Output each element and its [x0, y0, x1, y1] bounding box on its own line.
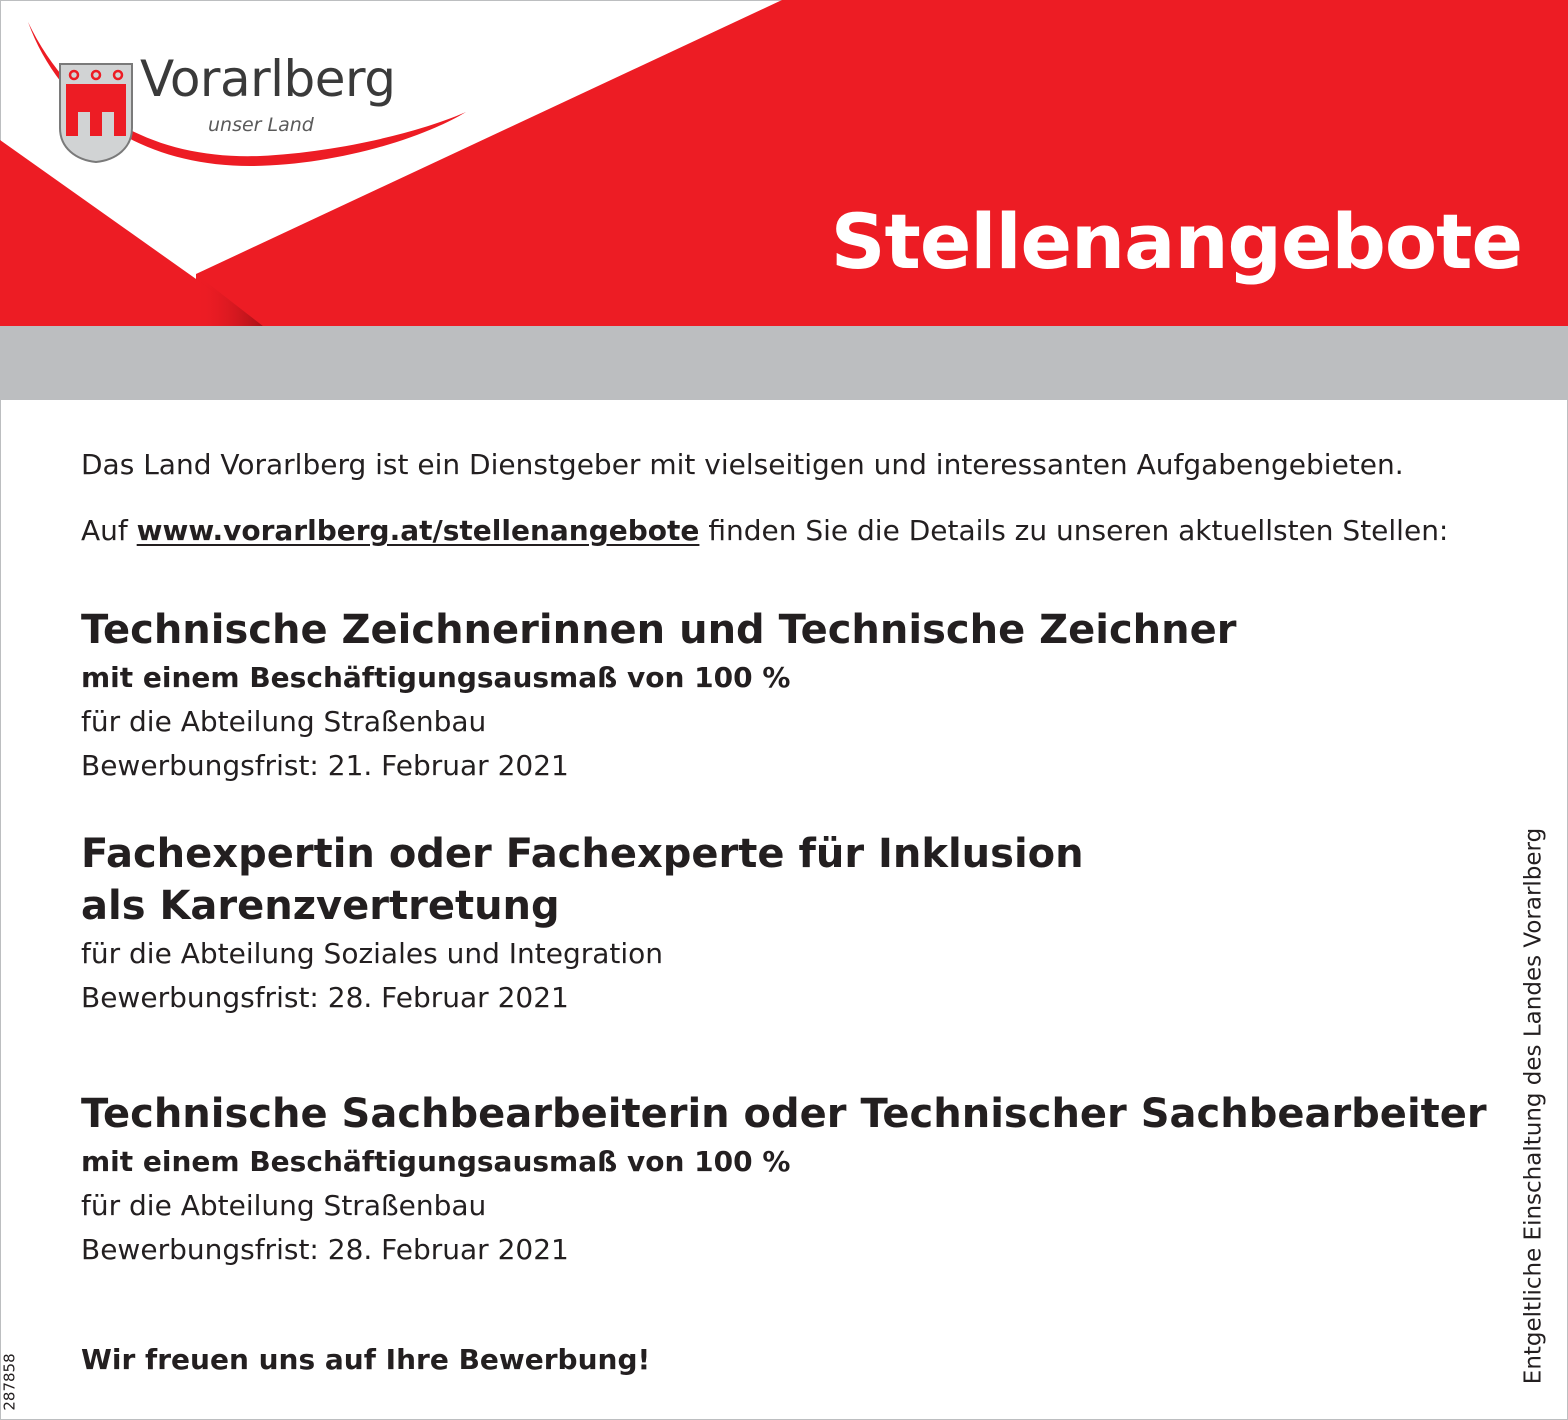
intro-link-paragraph — [81, 512, 1461, 550]
job-deadline: Bewerbungsfrist: 28. Februar 2021 — [81, 1233, 569, 1266]
job-department: für die Abteilung Straßenbau — [81, 1189, 487, 1222]
job-deadline: Bewerbungsfrist: 28. Februar 2021 — [81, 981, 569, 1014]
gray-band — [0, 326, 1568, 400]
jobs-website-link[interactable]: www.vorarlberg.at/stellenangebote — [136, 514, 700, 547]
page-title: Stellenangebote — [830, 197, 1522, 286]
brand-tagline: unser Land — [208, 114, 314, 136]
job-title: Technische Zeichnerinnen und Technische Zeichner — [81, 607, 1237, 653]
job-department: für die Abteilung Soziales und Integration — [81, 937, 664, 970]
paid-advertisement-note: Entgeltliche Einschaltung des Landes Vorarlberg — [1520, 827, 1547, 1385]
job-employment: mit einem Beschäftigungsausmaß von 100 % — [81, 1145, 791, 1178]
job-listing — [81, 1088, 1487, 1272]
job-title: Fachexpertin oder Fachexperte für Inklusion — [81, 831, 1084, 877]
intro-link-prefix: Auf — [81, 514, 137, 547]
job-employment: mit einem Beschäftigungsausmaß von 100 % — [81, 661, 791, 694]
intro-text: Das Land Vorarlberg ist ein Dienstgeber mit vielseitigen und interessanten Aufgabengebieten. — [81, 448, 1404, 481]
job-department: für die Abteilung Straßenbau — [81, 705, 487, 738]
closing-text: Wir freuen uns auf Ihre Bewerbung! — [81, 1343, 651, 1376]
ad-code: 287858 — [0, 1353, 19, 1411]
intro-link-suffix: finden Sie die Details zu unseren aktuellsten Stellen: — [699, 514, 1449, 547]
job-listing — [81, 604, 1461, 788]
main-content — [81, 446, 1487, 1272]
job-title: Technische Sachbearbeiterin oder Technischer Sachbearbeiter — [81, 1091, 1487, 1137]
job-title-continued: als Karenzvertretung — [81, 883, 560, 929]
job-listing — [81, 828, 1461, 1020]
brand-name: Vorarlberg — [140, 50, 396, 108]
vorarlberg-coat-of-arms-icon — [58, 62, 134, 164]
job-deadline: Bewerbungsfrist: 21. Februar 2021 — [81, 749, 569, 782]
